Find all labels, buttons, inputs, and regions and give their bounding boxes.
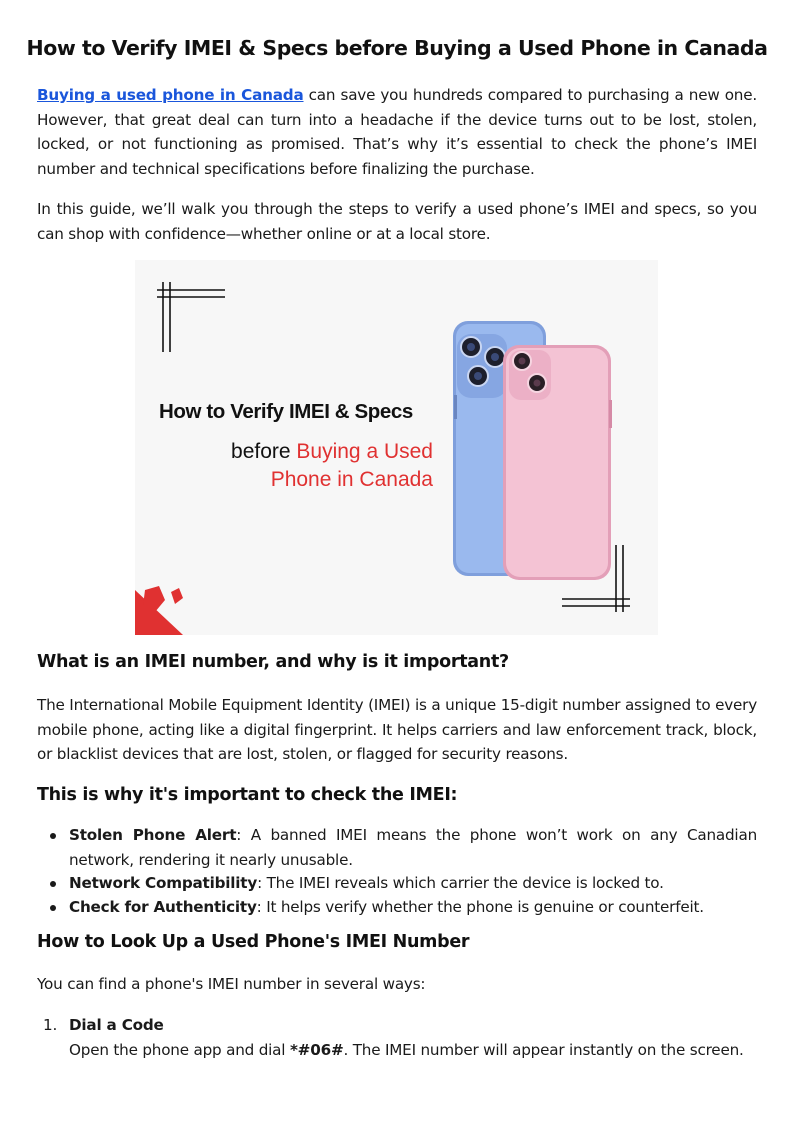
banner-image <box>135 260 658 635</box>
step-text-after: . The IMEI number will appear instantly on the screen. <box>343 1040 744 1059</box>
used-phone-link[interactable]: Buying a used phone in Canada <box>37 86 304 104</box>
bullet-bold: Check for Authenticity <box>69 897 257 916</box>
bullet-bold: Network Compatibility <box>69 874 258 892</box>
imei-paragraph: The International Mobile Equipment Identity (IMEI) is a unique 15-digit number assigned to every mobile phone, acting like a digital fingerprint. It helps carriers and law enforcement track, block, or blacklist devices that are lost, stolen, or flagged for security reasons. <box>37 696 757 763</box>
banner-subtitle <box>135 438 433 494</box>
list-item <box>37 1013 757 1062</box>
banner-subtitle-red-2: Phone in Canada <box>270 468 433 491</box>
banner-subtitle-black: before <box>231 440 297 463</box>
intro-paragraph <box>37 83 757 181</box>
intro-text: can save you hundreds compared to purchasing a new one. However, that great deal can turn into a headache if the device turns out to be lost, stolen, locked, or not functioning as promised. That’s why it’s essential to check the phone’s IMEI number and technical specifications before finalizing the purchase. <box>37 86 758 178</box>
step-code: *#06# <box>289 1040 344 1059</box>
section-heading-lookup: How to Look Up a Used Phone's IMEI Number <box>37 932 470 952</box>
maple-leaf-icon <box>135 586 183 635</box>
section-heading-why: This is why it's important to check the IMEI: <box>37 785 458 805</box>
step-title: Dial a Code <box>69 1016 164 1034</box>
banner-title: How to Verify IMEI & Specs <box>159 400 413 423</box>
bullet-text: : A banned IMEI means the phone won’t work on any Canadian network, rendering it nearly unusable. <box>69 826 757 869</box>
lookup-steps <box>37 1013 757 1062</box>
guide-paragraph: In this guide, we’ll walk you through the steps to verify a used phone’s IMEI and specs, so you can shop with confidence—whether online or at a local store. <box>37 200 757 243</box>
bullet-text: : The IMEI reveals which carrier the device is locked to. <box>257 874 664 892</box>
section-heading-imei: What is an IMEI number, and why is it important? <box>37 652 509 672</box>
list-item <box>37 871 757 896</box>
bullet-bold: Stolen Phone Alert <box>69 826 237 844</box>
page-title: How to Verify IMEI & Specs before Buying a Used Phone in Canada <box>26 36 768 60</box>
step-text-before: Open the phone app and dial <box>69 1040 290 1059</box>
pink-phone-icon <box>503 345 612 580</box>
why-list <box>37 823 757 918</box>
list-item <box>37 823 757 872</box>
step-number: 1. <box>43 1016 58 1034</box>
list-item <box>37 895 757 920</box>
bullet-text: : It helps verify whether the phone is genuine or counterfeit. <box>256 897 704 916</box>
top-left-bracket-icon <box>157 282 225 352</box>
banner-subtitle-red-1: Buying a Used <box>296 440 433 463</box>
lookup-intro: You can find a phone's IMEI number in several ways: <box>37 975 426 993</box>
